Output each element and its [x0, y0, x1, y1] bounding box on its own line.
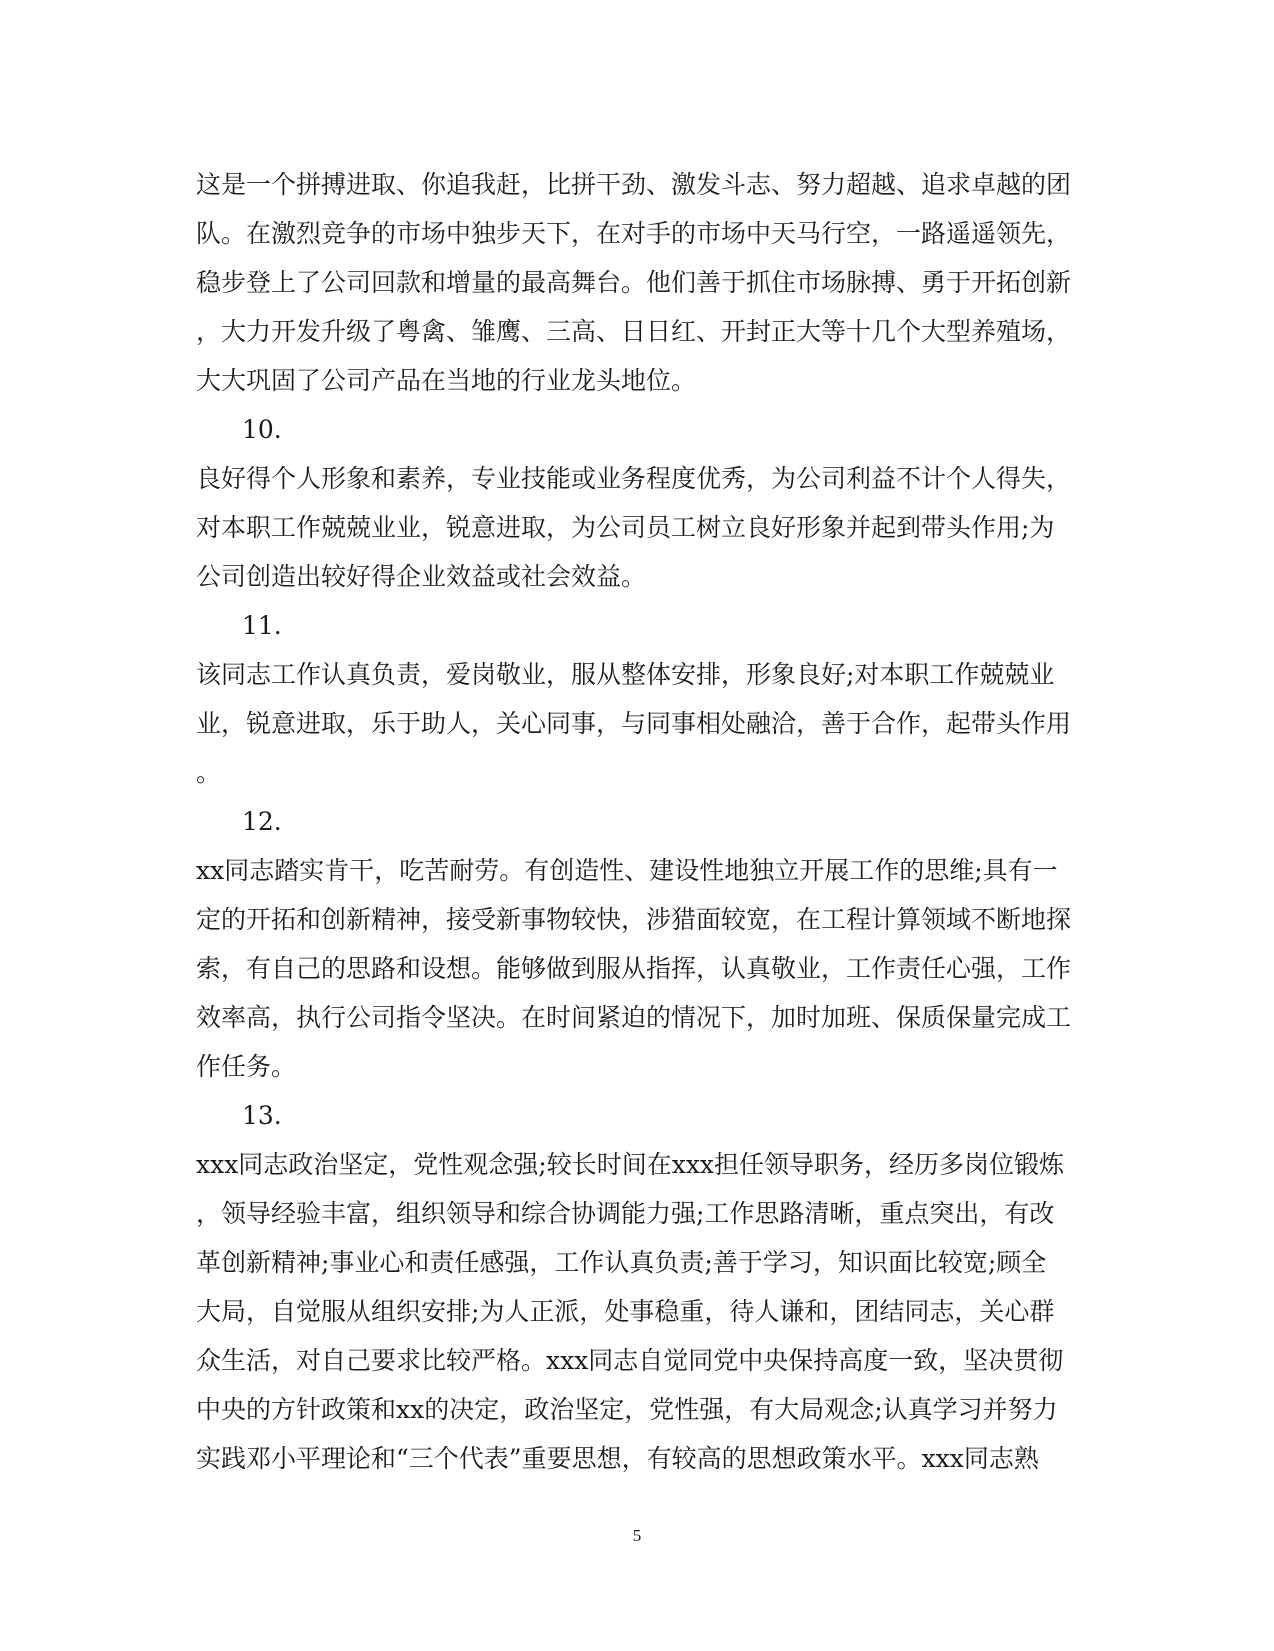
text-line: 众生活，对自己要求比较严格。xxx同志自觉同党中央保持高度一致，坚决贯彻 — [196, 1346, 1064, 1375]
text-line: 索，有自己的思路和设想。能够做到服从指挥，认真敬业，工作责任心强，工作 — [196, 954, 1072, 983]
text-line: 该同志工作认真负责，爱岗敬业，服从整体安排，形象良好;对本职工作兢兢业 — [196, 660, 1055, 689]
text-line: ，大力开发升级了粤禽、雏鹰、三高、日日红、开封正大等十几个大型养殖场， — [196, 317, 1072, 346]
text-line: 实践邓小平理论和“三个代表”重要思想，有较高的思想政策水平。xxx同志熟 — [196, 1444, 1039, 1473]
document-body — [196, 160, 1076, 1483]
text-line: 队。在激烈竞争的市场中独步天下，在对手的市场中天马行空，一路遥遥领先， — [196, 219, 1072, 248]
text-line: xxx同志政治坚定，党性观念强;较长时间在xxx担任领导职务，经历多岗位锻炼 — [196, 1150, 1065, 1179]
text-line: 大局，自觉服从组织安排;为人正派，处事稳重，待人谦和，团结同志，关心群 — [196, 1297, 1055, 1326]
text-line: 作任务。 — [196, 1052, 297, 1081]
text-line: 业，锐意进取，乐于助人，关心同事，与同事相处融洽，善于合作，起带头作用 — [196, 709, 1072, 738]
text-line: ，领导经验丰富，组织领导和综合协调能力强;工作思路清晰，重点突出，有改 — [196, 1199, 1055, 1228]
page-number: 5 — [632, 1526, 642, 1545]
text-line: 大大巩固了公司产品在当地的行业龙头地位。 — [196, 366, 697, 395]
text-line: 效率高，执行公司指令坚决。在时间紧迫的情况下，加时加班、保质保量完成工 — [196, 1003, 1072, 1032]
item-number: 10. — [242, 415, 282, 444]
text-line: 这是一个拼搏进取、你追我赶，比拼干劲、激发斗志、努力超越、追求卓越的团 — [196, 170, 1072, 199]
text-line: 。 — [196, 758, 222, 787]
item-number: 11. — [242, 611, 282, 640]
text-line: 中央的方针政策和xx的决定，政治坚定，党性强，有大局观念;认真学习并努力 — [196, 1395, 1058, 1424]
text-line: 公司创造出较好得企业效益或社会效益。 — [196, 562, 647, 591]
text-line: 对本职工作兢兢业业，锐意进取，为公司员工树立良好形象并起到带头作用;为 — [196, 513, 1055, 542]
text-line: xx同志踏实肯干，吃苦耐劳。有创造性、建设性地独立开展工作的思维;具有一 — [196, 856, 1058, 885]
item-number: 12. — [242, 807, 282, 836]
text-line: 定的开拓和创新精神，接受新事物较快，涉猎面较宽，在工程计算领域不断地探 — [196, 905, 1072, 934]
text-line: 良好得个人形象和素养，专业技能或业务程度优秀，为公司利益不计个人得失， — [196, 464, 1072, 493]
text-line: 革创新精神;事业心和责任感强，工作认真负责;善于学习，知识面比较宽;顾全 — [196, 1248, 1047, 1277]
text-line: 稳步登上了公司回款和增量的最高舞台。他们善于抓住市场脉搏、勇于开拓创新 — [196, 268, 1072, 297]
item-number: 13. — [242, 1101, 282, 1130]
